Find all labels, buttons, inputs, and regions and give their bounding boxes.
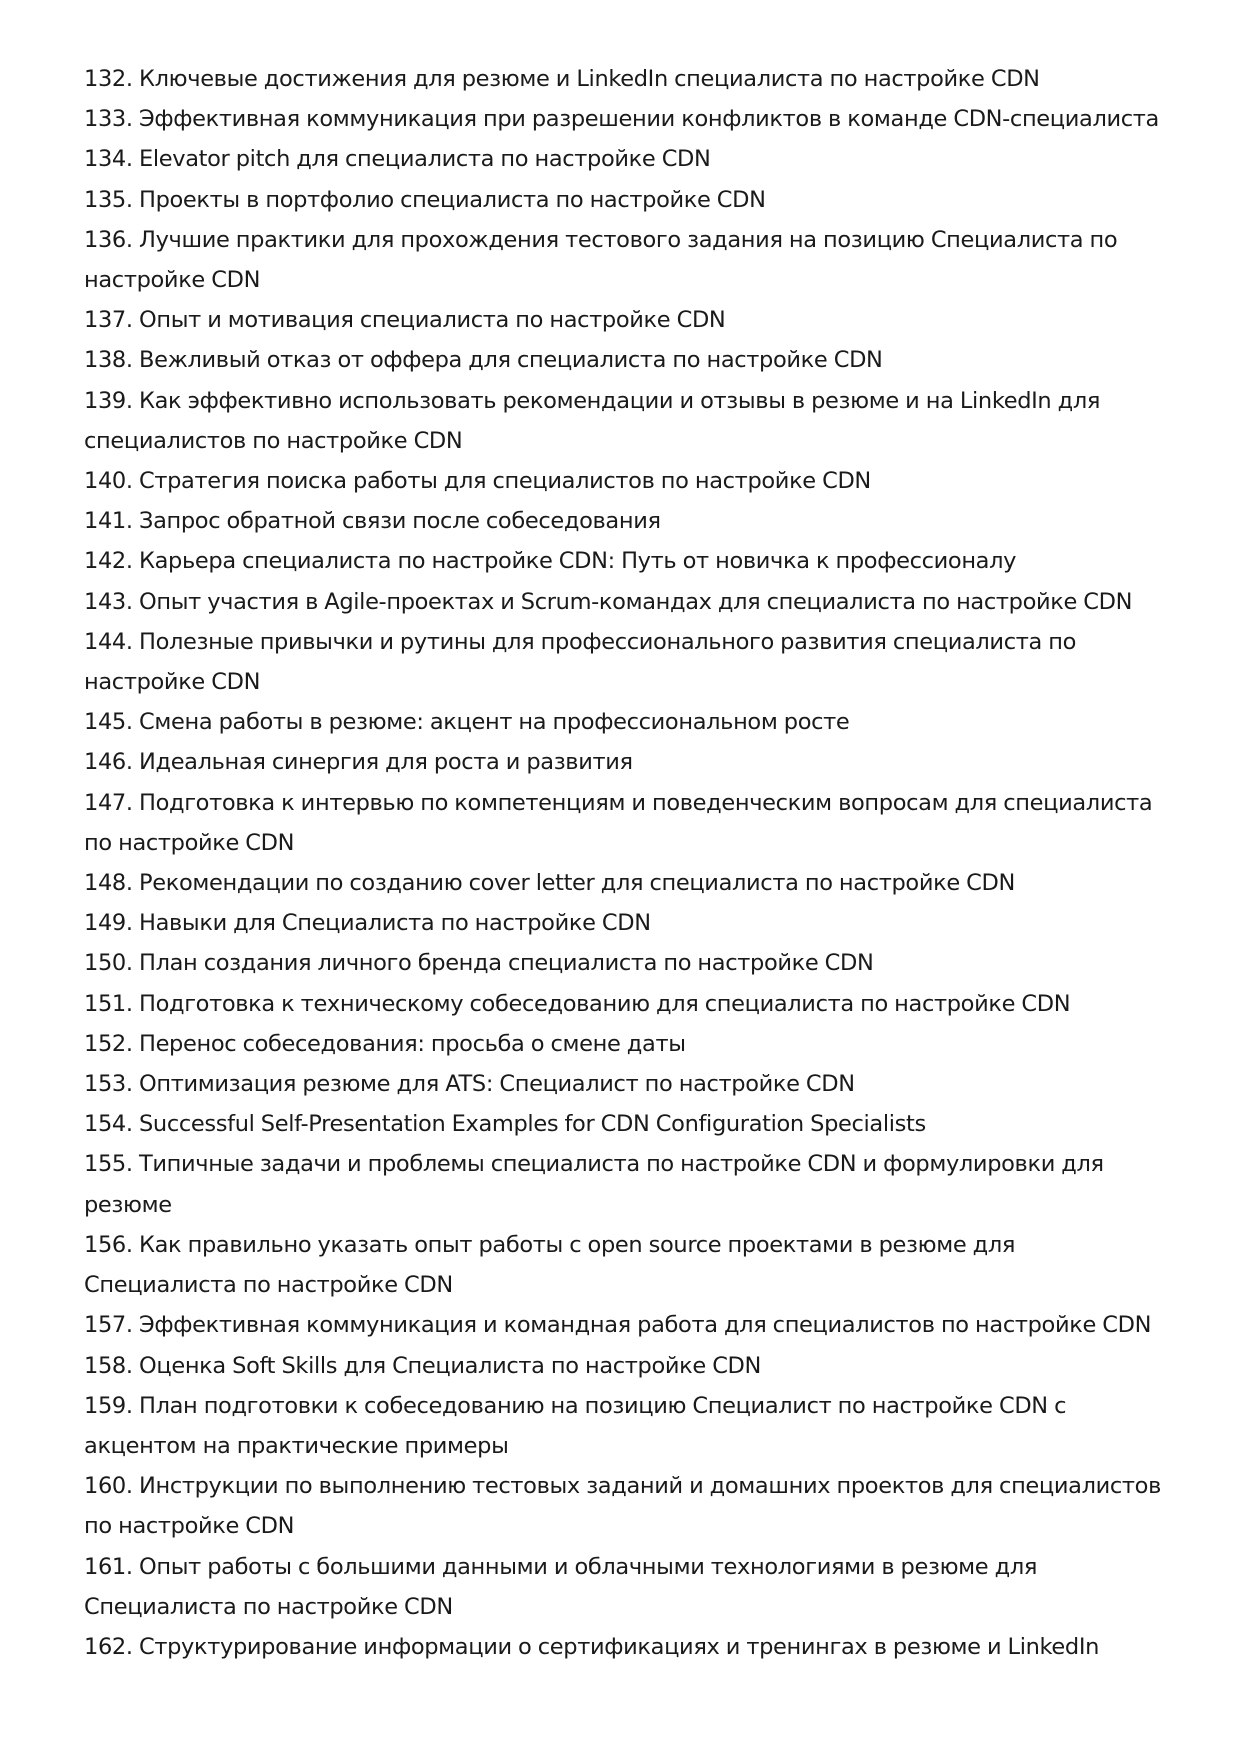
toc-item: 154. Successful Self-Presentation Examples for CDN Configuration Specialists	[84, 1111, 926, 1138]
toc-item: 143. Опыт участия в Agile-проектах и Scrum-командах для специалиста по настройке CDN	[84, 588, 1133, 615]
toc-item: 139. Как эффективно использовать рекомендации и отзывы в резюме и на LinkedIn для специалистов по настройке CDN	[84, 387, 1101, 454]
toc-item: 141. Запрос обратной связи после собеседования	[84, 508, 661, 535]
toc-item: 136. Лучшие практики для прохождения тестового задания на позицию Специалиста по настройке CDN	[84, 226, 1118, 294]
toc-item: 156. Как правильно указать опыт работы с open source проектами в резюме для Специалиста по настройке CDN	[84, 1231, 1016, 1299]
toc-item: 146. Идеальная синергия для роста и развития	[84, 749, 633, 776]
toc-list	[84, 59, 1164, 1667]
toc-item: 145. Смена работы в резюме: акцент на профессиональном росте	[84, 709, 850, 736]
toc-item: 151. Подготовка к техническому собеседованию для специалиста по настройке CDN	[84, 990, 1071, 1017]
toc-item: 150. План создания личного бренда специалиста по настройке CDN	[84, 950, 874, 977]
toc-item: 138. Вежливый отказ от оффера для специалиста по настройке CDN	[84, 347, 883, 374]
document-page	[84, 59, 1164, 1667]
toc-item: 158. Оценка Soft Skills для Специалиста по настройке CDN	[84, 1352, 762, 1379]
toc-item: 142. Карьера специалиста по настройке CDN: Путь от новичка к профессионалу	[84, 548, 1017, 575]
toc-item: 152. Перенос собеседования: просьба о смене даты	[84, 1030, 686, 1057]
toc-item: 134. Elevator pitch для специалиста по настройке CDN	[84, 146, 711, 173]
toc-item: 161. Опыт работы с большими данными и облачными технологиями в резюме для Специалиста по настройке CDN	[84, 1553, 1038, 1620]
toc-item: 162. Структурирование информации о сертификациях и тренингах в резюме и LinkedIn	[84, 1633, 1100, 1660]
toc-item: 153. Оптимизация резюме для ATS: Специалист по настройке CDN	[84, 1071, 855, 1098]
toc-item: 133. Эффективная коммуникация при разрешении конфликтов в команде CDN-специалиста	[84, 106, 1159, 133]
toc-item: 132. Ключевые достижения для резюме и LinkedIn специалиста по настройке CDN	[84, 66, 1040, 92]
toc-item: 157. Эффективная коммуникация и командная работа для специалистов по настройке CDN	[84, 1312, 1152, 1339]
toc-item: 160. Инструкции по выполнению тестовых заданий и домашних проектов для специалистов по настройке CDN	[84, 1473, 1162, 1540]
toc-item: 155. Типичные задачи и проблемы специалиста по настройке CDN и формулировки для резюме	[84, 1151, 1104, 1218]
toc-item: 144. Полезные привычки и рутины для профессионального развития специалиста по настройке CDN	[84, 628, 1077, 696]
toc-item: 159. План подготовки к собеседованию на позицию Специалист по настройке CDN с акцентом на практические примеры	[84, 1392, 1067, 1459]
toc-item: 137. Опыт и мотивация специалиста по настройке CDN	[84, 307, 726, 334]
toc-item: 135. Проекты в портфолио специалиста по настройке CDN	[84, 186, 766, 213]
toc-item: 147. Подготовка к интервью по компетенциям и поведенческим вопросам для специалиста по настройке CDN	[84, 789, 1153, 856]
toc-item: 148. Рекомендации по созданию cover letter для специалиста по настройке CDN	[84, 870, 1015, 897]
toc-item: 140. Стратегия поиска работы для специалистов по настройке CDN	[84, 468, 871, 495]
toc-item: 149. Навыки для Специалиста по настройке CDN	[84, 910, 651, 937]
